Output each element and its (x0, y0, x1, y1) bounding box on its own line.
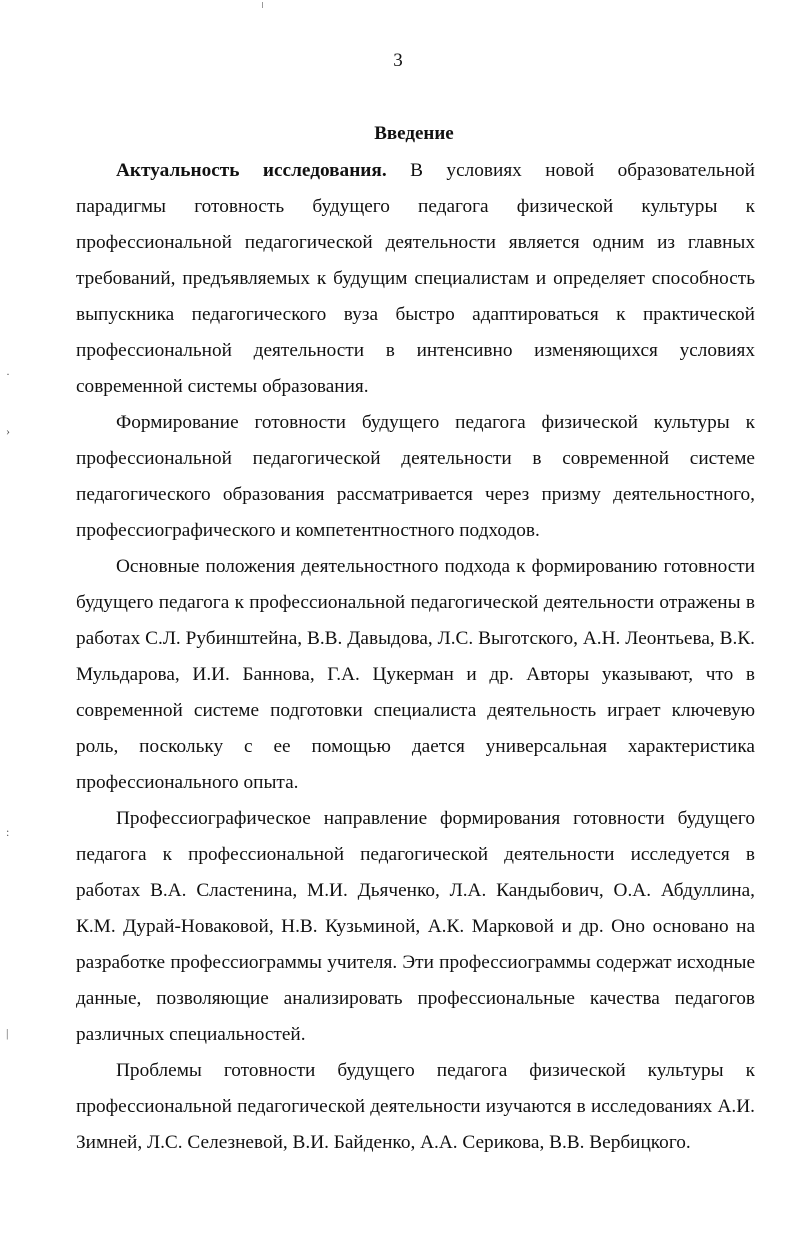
paragraph-activity-approach: Основные положения деятельностного подхода к формированию готовности будущего педагога к профессиональной педагогической деятельности отражены в работах С.Л. Рубинштейна, В.В. Давыдова, Л.С. Выготского, А.Н. Леонтьева, В.К. Мульдарова, И.И. Баннова, Г.А. Цукерман и др. Авторы указывают, что в современной системе подготовки специалиста деятельность играет ключевую роль, поскольку с ее помощью дается универсальная характеристика профессионального опыта. (76, 556, 755, 793)
paragraph-professiographic: Профессиографическое направление формирования готовности будущего педагога к профессиональной педагогической деятельности исследуется в работах В.А. Сластенина, М.И. Дьяченко, Л.А. Кандыбович, О.А. Абдуллина, К.М. Дурай-Новаковой, Н.В. Кузьминой, А.К. Марковой и др. Оно основано на разработке профессиограммы учителя. Эти профессиограммы содержат исходные данные, позволяющие анализировать профессиональные качества педагогов различных специальностей. (76, 808, 755, 1045)
paragraph-formation: Формирование готовности будущего педагога физической культуры к профессиональной педагогической деятельности в современной системе педагогического образования рассматривается через призму деятельностного, профессиографического и компетентностного подходов. (76, 412, 755, 541)
paragraph-relevance (76, 153, 755, 405)
page-number: 3 (393, 50, 403, 71)
scan-margin-tick: | (6, 1026, 9, 1040)
paragraph-text: В условиях новой образовательной парадигмы готовность будущего педагога физической культуры к профессиональной педагогической деятельности является одним из главных требований, предъявляемых к будущим специалистам и определяет способность выпускника педагогического вуза быстро адаптироваться к практической профессиональной деятельности в интенсивно изменяющихся условиях современной системы образования. (76, 160, 755, 397)
scan-margin-dot: · (6, 367, 10, 381)
scan-margin-tick: › (6, 424, 10, 438)
scan-artifact-mark (262, 2, 263, 8)
body-text (76, 153, 755, 1161)
scan-margin-dot: : (6, 825, 10, 839)
section-title: Введение (374, 123, 454, 144)
paragraph-problems: Проблемы готовности будущего педагога физической культуры к профессиональной педагогической деятельности изучаются в исследованиях А.И. Зимней, Л.С. Селезневой, В.И. Байденко, А.А. Серикова, В.В. Вербицкого. (76, 1060, 755, 1153)
paragraph-lead: Актуальность исследования. (116, 160, 387, 181)
